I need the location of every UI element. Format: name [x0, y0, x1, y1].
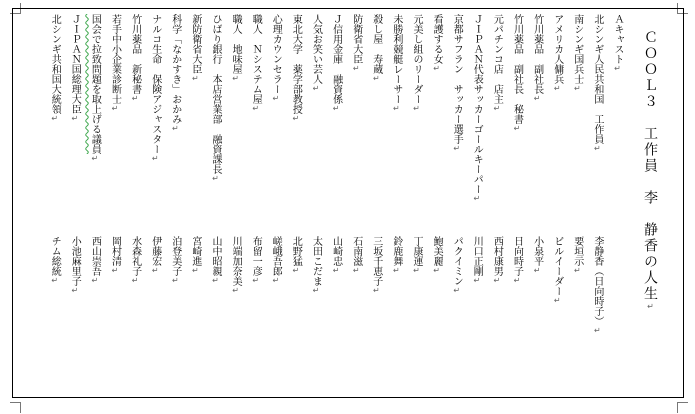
- cast-name: [49, 236, 59, 285]
- paragraph-mark: ↵: [271, 94, 281, 103]
- paragraph-mark: ↵: [371, 286, 381, 295]
- paragraph-mark: ↵: [130, 276, 140, 285]
- cast-name: [311, 236, 321, 295]
- paragraph-mark: ↵: [251, 276, 261, 285]
- paragraph-mark: ↵: [291, 114, 301, 123]
- paragraph-mark: ↵: [572, 84, 582, 93]
- name-text: チム総統: [49, 236, 61, 276]
- cast-role: [190, 14, 200, 83]
- cast-role: [290, 14, 300, 123]
- paragraph-mark: ↵: [170, 276, 180, 285]
- name-text: 西村康男: [491, 236, 503, 276]
- name-text: 鮑美麗: [431, 236, 443, 266]
- role-text: 若手中小企業診断士: [109, 14, 121, 104]
- cast-name: [471, 236, 481, 285]
- paragraph-mark: ↵: [211, 174, 220, 183]
- cast-name: [89, 236, 99, 285]
- paragraph-mark: ↵: [110, 104, 120, 113]
- cast-name: [512, 236, 522, 285]
- cast-role: [451, 14, 461, 153]
- role-text: 京都サフラン サッカー選手: [451, 14, 463, 144]
- paragraph-mark: ↵: [90, 276, 100, 285]
- paragraph-mark: ↵: [572, 266, 582, 275]
- cast-name: [351, 236, 361, 275]
- paragraph-mark: ↵: [170, 124, 180, 133]
- paragraph-mark: ↵: [472, 276, 482, 285]
- cast-name: [270, 236, 280, 285]
- cast-name: [391, 236, 401, 275]
- cast-name: [290, 236, 300, 275]
- role-text: Ｊ信用金庫 融資係: [330, 14, 342, 104]
- cast-role: [230, 14, 240, 83]
- role-text: 国会で拉致問題を取上げる議員: [89, 14, 101, 154]
- name-text: 日向時子: [511, 236, 523, 276]
- role-text: 北シンギ人民共和国 工作員: [591, 14, 603, 144]
- paragraph-mark: ↵: [492, 276, 502, 285]
- cast-name: [532, 236, 542, 275]
- role-text: 竹川薬品 新秘書: [129, 14, 141, 94]
- role-text: 新防衛省大臣: [189, 14, 201, 74]
- name-text: 山崎忠: [330, 236, 342, 266]
- paragraph-mark: ↵: [646, 302, 655, 313]
- cast-role: [411, 14, 421, 113]
- name-text: 太田こだま: [310, 236, 322, 286]
- role-text: アメリカ人傭兵: [551, 14, 563, 84]
- paragraph-mark: ↵: [190, 266, 200, 275]
- cast-name: [431, 236, 441, 275]
- paragraph-mark: ↵: [592, 144, 602, 153]
- paragraph-mark: ↵: [391, 104, 401, 113]
- cast-role: [572, 14, 582, 93]
- paragraph-mark: ↵: [271, 276, 281, 285]
- cast-role: [471, 14, 481, 203]
- crop-mark: [677, 402, 688, 413]
- cast-role: [250, 14, 260, 113]
- paragraph-mark: ↵: [592, 326, 602, 335]
- paragraph-mark: ↵: [110, 266, 120, 275]
- cast-name: [230, 236, 240, 295]
- document-title: [643, 30, 657, 313]
- role-text: ＪＩＰＡＮ国総理大臣: [69, 14, 81, 114]
- cast-name: [592, 236, 602, 335]
- cast-name: [371, 236, 381, 295]
- role-text: ＪＩＰＡＮ代表サッカーゴールキーパー: [471, 14, 483, 194]
- role-text: 科学「なかすき」おかみ: [169, 14, 181, 124]
- cast-role: [49, 14, 59, 123]
- role-text: 人気お笑い芸人: [310, 14, 322, 84]
- paragraph-mark: ↵: [251, 104, 261, 113]
- paragraph-mark: ↵: [512, 124, 522, 133]
- role-text: Ａキャスト: [612, 14, 623, 64]
- paragraph-mark: ↵: [351, 266, 361, 275]
- role-text: 竹川薬品 副社長: [531, 14, 543, 94]
- paragraph-mark: ↵: [432, 64, 442, 73]
- paragraph-mark: ↵: [613, 64, 622, 73]
- name-text: 小泉平: [531, 236, 543, 266]
- cast-role: [311, 14, 321, 93]
- name-text: 小池麻里子: [69, 236, 81, 286]
- cast-name: [150, 236, 160, 275]
- paragraph-mark: ↵: [150, 266, 160, 275]
- cast-role: [110, 14, 120, 113]
- paragraph-mark: ↵: [130, 94, 140, 103]
- name-text: 丁康運: [411, 236, 422, 266]
- crop-mark: [10, 402, 21, 413]
- cast-role: [69, 14, 79, 123]
- paragraph-mark: ↵: [532, 94, 542, 103]
- name-text: 川口正剛: [471, 236, 483, 276]
- role-text: 防衛省大臣: [350, 14, 362, 64]
- role-text: ナルコ生命 保険アジャスター: [149, 14, 161, 154]
- cast-role: [371, 14, 381, 83]
- paragraph-mark: ↵: [331, 266, 341, 275]
- name-text: 伊藤宏: [149, 236, 161, 266]
- cast-role: [431, 14, 441, 73]
- cast-role: [391, 14, 401, 113]
- cast-name: [411, 236, 421, 275]
- name-text: 三坂千恵子: [370, 236, 382, 286]
- paragraph-mark: ↵: [552, 296, 562, 305]
- cast-role: [592, 14, 602, 153]
- cast-name: [250, 236, 260, 285]
- title-text: ＣＯＯＬ３ 工作員 李 静香の人生: [642, 30, 658, 302]
- name-text: 泊登美子: [169, 236, 181, 276]
- paragraph-mark: ↵: [331, 104, 341, 113]
- cast-role: [491, 14, 501, 113]
- paragraph-mark: ↵: [432, 266, 442, 275]
- name-text: パクイミン: [451, 236, 463, 286]
- cast-name: [210, 236, 220, 285]
- paragraph-mark: ↵: [552, 84, 562, 93]
- paragraph-mark: ↵: [512, 276, 522, 285]
- name-text: 石南滋: [350, 236, 362, 266]
- cast-role: [532, 14, 542, 103]
- cast-role: [150, 14, 160, 163]
- cast-role: [210, 14, 220, 183]
- paragraph-mark: ↵: [190, 74, 200, 83]
- paragraph-mark: ↵: [50, 276, 60, 285]
- paragraph-mark: ↵: [452, 144, 462, 153]
- paragraph-mark: ↵: [291, 266, 301, 275]
- paragraph-mark: ↵: [351, 64, 361, 73]
- name-text: 嵯峨吾郎: [270, 236, 282, 276]
- paragraph-mark: ↵: [150, 154, 160, 163]
- paragraph-mark: ↵: [371, 74, 381, 83]
- name-text: 布留一彦: [250, 236, 262, 276]
- cast-role: [512, 14, 522, 133]
- cast-name: [491, 236, 501, 285]
- cast-name: [451, 236, 461, 295]
- paragraph-mark: ↵: [70, 286, 80, 295]
- role-text: 未勝利競艇レーサー: [390, 14, 402, 104]
- cast-name: [552, 236, 562, 305]
- paragraph-mark: ↵: [231, 286, 241, 295]
- role-text: 職人 Ｎシステム屋: [250, 14, 262, 104]
- cast-role: [130, 14, 140, 103]
- name-text: 北野猛: [290, 236, 302, 266]
- paragraph-mark: ↵: [412, 104, 421, 113]
- cast-role: [612, 14, 622, 73]
- cast-role: [270, 14, 280, 103]
- name-text: 李静香（日向時子）: [591, 236, 603, 326]
- name-text: 山中昭親: [210, 236, 221, 276]
- paragraph-mark: ↵: [90, 154, 100, 163]
- paragraph-mark: ↵: [311, 84, 321, 93]
- name-text: 川端加奈美: [230, 236, 242, 286]
- name-text: 西山崇吾: [89, 236, 101, 276]
- role-text: ひばり銀行 本店営業部 融資課長: [210, 14, 221, 174]
- paragraph-mark: ↵: [391, 266, 401, 275]
- cast-role: [351, 14, 361, 73]
- name-text: 鈴鹿舞: [390, 236, 402, 266]
- paragraph-mark: ↵: [472, 194, 482, 203]
- cast-role: [89, 14, 99, 163]
- paragraph-mark: ↵: [231, 74, 241, 83]
- paragraph-mark: ↵: [211, 276, 220, 285]
- name-text: 要垣示: [571, 236, 583, 266]
- name-text: 岡村清: [109, 236, 121, 266]
- name-text: 宮崎進: [189, 236, 201, 266]
- role-text: 元パチンコ店 店主: [491, 14, 503, 104]
- name-text: 水森礼子: [129, 236, 141, 276]
- cast-name: [69, 236, 79, 295]
- role-text: 心理カウンセラー: [270, 14, 282, 94]
- cast-name: [130, 236, 140, 285]
- paragraph-mark: ↵: [452, 286, 462, 295]
- cast-name: [572, 236, 582, 275]
- role-text: 東北大学 薬学部教授: [290, 14, 302, 114]
- cast-role: [331, 14, 341, 113]
- role-text: 竹川薬品 副社長 秘書: [511, 14, 523, 124]
- cast-role: [552, 14, 562, 93]
- name-text: ビルイーダー: [551, 236, 563, 296]
- paragraph-mark: ↵: [50, 114, 60, 123]
- cast-name: [190, 236, 200, 275]
- paragraph-mark: ↵: [492, 104, 502, 113]
- cast-name: [170, 236, 180, 285]
- role-text: 職人 地味屋: [230, 14, 242, 74]
- paragraph-mark: ↵: [311, 286, 321, 295]
- paragraph-mark: ↵: [412, 266, 421, 275]
- paragraph-mark: ↵: [70, 114, 80, 123]
- cast-name: [331, 236, 341, 275]
- role-text: 南シンギ国兵士: [571, 14, 583, 84]
- role-text: 元美し組のリーダー: [411, 14, 422, 104]
- role-text: 殺し屋 寿蔵: [370, 14, 382, 74]
- cast-role: [170, 14, 180, 133]
- paragraph-mark: ↵: [532, 266, 542, 275]
- role-text: 北シンギ共和国大統領: [49, 14, 61, 114]
- cast-name: [110, 236, 120, 275]
- role-text: 看護する女: [431, 14, 443, 64]
